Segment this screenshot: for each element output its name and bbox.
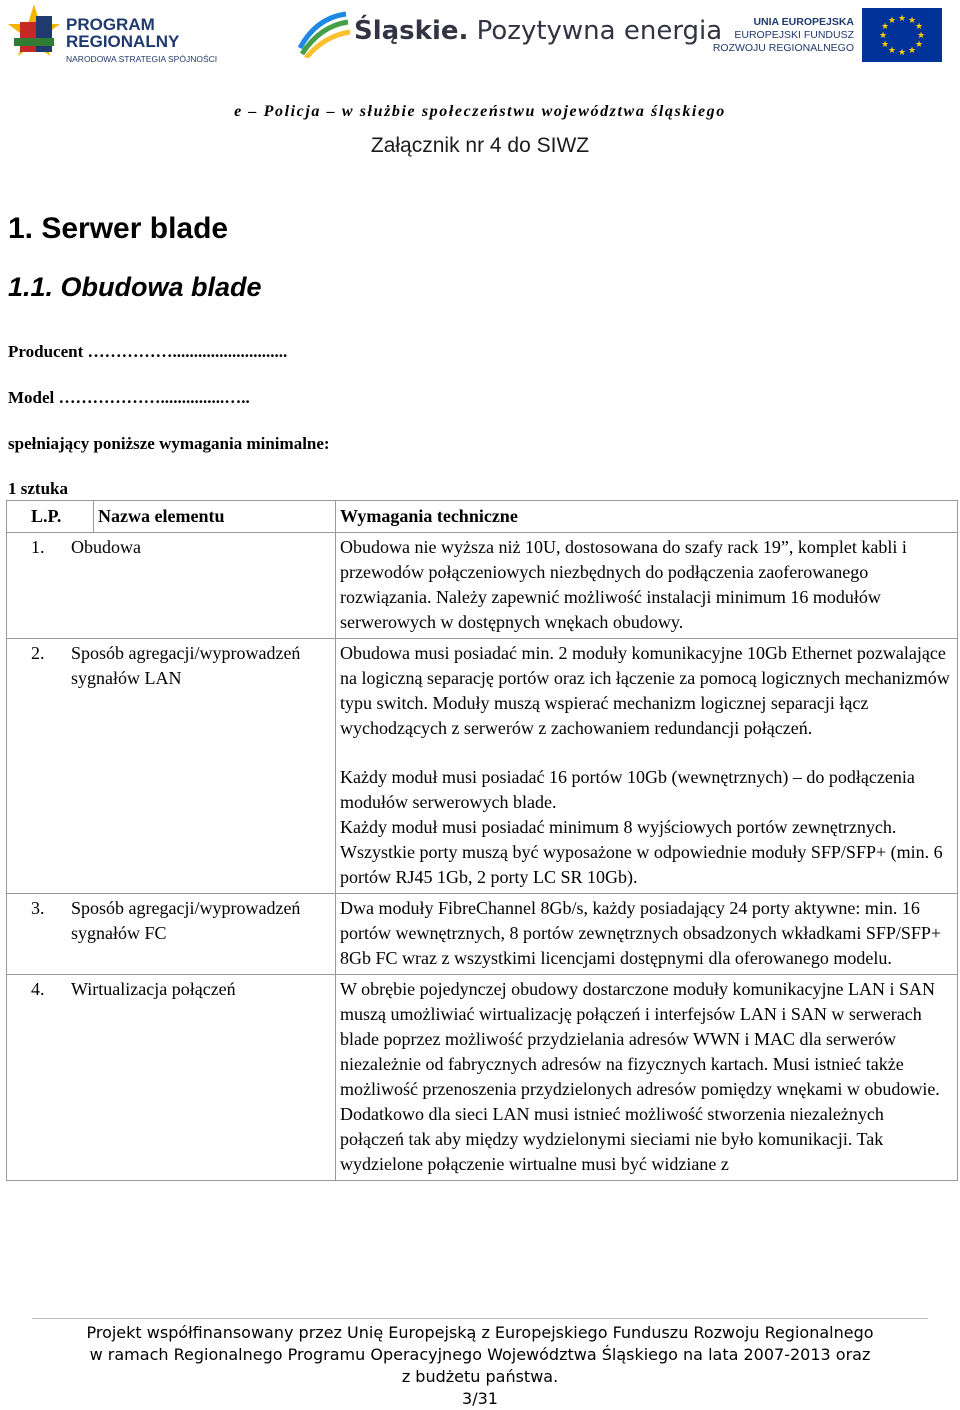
footer-divider	[32, 1318, 928, 1319]
header-requirements: Wymagania techniczne	[336, 501, 958, 533]
row-requirement: Dwa moduły FibreChannel 8Gb/s, każdy posiadający 24 porty aktywne: min. 16 portów wewnętrznych, 8 portów zewnętrznych obsadzonych wkładkami SFP/SFP+ 8Gb FC wraz z wszystkimi licencjami dostępnymi dla oferowanego modelu.	[340, 898, 942, 968]
table-row	[7, 533, 958, 639]
row-number: 4.	[31, 979, 45, 999]
row-name: Sposób agregacji/wyprowadzeń sygnałów FC	[71, 898, 301, 943]
row-number: 1.	[31, 537, 45, 557]
slaskie-slogan: Śląskie. Pozytywna energia	[354, 16, 723, 46]
program-regionalny-title: PROGRAM REGIONALNY	[66, 15, 180, 51]
table-row	[7, 975, 958, 1181]
table-row	[7, 894, 958, 975]
eu-flag-icon	[862, 8, 942, 62]
quantity-label: 1 sztuka	[8, 479, 68, 498]
section-heading: 1. Serwer blade	[8, 212, 229, 245]
slaskie-logo	[296, 8, 723, 58]
svg-text:★: ★	[907, 46, 917, 56]
svg-text:★: ★	[878, 31, 888, 41]
annex-title: Załącznik nr 4 do SIWZ	[370, 134, 590, 157]
row-name: Wirtualizacja połączeń	[71, 979, 236, 999]
svg-text:★: ★	[914, 40, 924, 50]
row-requirement: Każdy moduł musi posiadać 16 portów 10Gb (wewnętrznych) – do podłączenia modułów serwerowych blade.	[340, 767, 915, 812]
footer-line: w ramach Regionalnego Programu Operacyjnego Województwa Śląskiego na lata 2007-2013 oraz	[89, 1345, 871, 1364]
requirements-intro: spełniający poniższe wymagania minimalne:	[8, 434, 330, 453]
row-name: Obudowa	[71, 537, 141, 557]
header-lp: L.P.	[7, 501, 94, 533]
eu-text: UNIA EUROPEJSKA EUROPEJSKI FUNDUSZ ROZWOJU REGIONALNEGO	[712, 16, 854, 54]
footer-line: Projekt współfinansowany przez Unię Europejską z Europejskiego Funduszu Rozwoju Regionalnego	[86, 1323, 874, 1342]
footer-line: z budżetu państwa.	[401, 1367, 559, 1386]
row-requirement: W obrębie pojedynczej obudowy dostarczone moduły komunikacyjne LAN i SAN muszą umożliwiać wirtualizację połączeń i interfejsów LAN i SAN w serwerach blade poprzez możliwość przydzielania adresów WWN i MAC dla serwerów niezależnie od fabrycznych adresów na fizycznych kartach. Musi istnieć także możliwość przenoszenia przydzielonych adresów pomiędzy wnękami w obudowie. Dodatkowo dla sieci LAN musi istnieć możliwość stworzenia niezależnych połączeń tak aby między wydzielonymi sieciami nie było komunikacji. Tak wydzielone połączenie wirtualne musi być widziane z	[340, 979, 940, 1174]
row-name: Sposób agregacji/wyprowadzeń sygnałów LAN	[71, 643, 301, 688]
row-requirement: Obudowa nie wyższa niż 10U, dostosowana do szafy rack 19”, komplet kabli i przewodów połączeniowych niezbędnych do podłączenia zaoferowanego rozwiązania. Należy zapewnić możliwość instalacji minimum 16 modułów serwerowych w dostępnych wnękach obudowy.	[340, 537, 907, 632]
svg-text:★: ★	[916, 31, 926, 41]
footer	[0, 1322, 960, 1410]
model-field: Model ………………...............…..	[8, 388, 250, 407]
row-requirement: Obudowa musi posiadać min. 2 moduły komunikacyjne 10Gb Ethernet pozwalające na logiczną separację portów oraz ich łączenie za pomocą logicznych mechanizmów typu switch. Moduły muszą wspierać mechanizm logicznej separacji łącz wychodzących z serwerów z zachowaniem redundancji połączeń.	[340, 643, 950, 738]
table-row	[7, 639, 958, 894]
project-title: e – Policja – w służbie społeczeństwu województwa śląskiego	[234, 103, 726, 120]
row-number: 2.	[31, 643, 45, 663]
row-number: 3.	[31, 898, 45, 918]
svg-text:★: ★	[880, 40, 890, 50]
table-header-row	[7, 501, 958, 533]
slaskie-waves-icon	[296, 8, 350, 58]
subsection-heading: 1.1. Obudowa blade	[8, 272, 262, 302]
program-regionalny-logo	[4, 2, 224, 68]
svg-text:★: ★	[880, 22, 890, 32]
producer-field: Producent ……………...........................	[8, 342, 288, 361]
logo-bar	[0, 0, 960, 70]
page-number: 3/31	[462, 1389, 498, 1408]
svg-text:★: ★	[907, 16, 917, 26]
spec-table	[6, 500, 958, 1181]
program-regionalny-emblem-icon	[4, 2, 64, 68]
row-requirement: Każdy moduł musi posiadać minimum 8 wyjściowych portów zewnętrznych. Wszystkie porty muszą być wyposażone w odpowiednie moduły SFP/SFP+ (min. 6 portów RJ45 1Gb, 2 porty LC SR 10Gb).	[340, 817, 943, 887]
program-regionalny-subtitle: NARODOWA STRATEGIA SPÓJNOŚCI	[66, 54, 218, 64]
svg-text:★: ★	[914, 22, 924, 32]
eu-logo	[712, 8, 948, 66]
svg-text:★: ★	[897, 48, 907, 58]
svg-text:★: ★	[897, 14, 907, 24]
svg-text:★: ★	[887, 46, 897, 56]
svg-text:★: ★	[887, 16, 897, 26]
header-name: Nazwa elementu	[94, 501, 336, 533]
